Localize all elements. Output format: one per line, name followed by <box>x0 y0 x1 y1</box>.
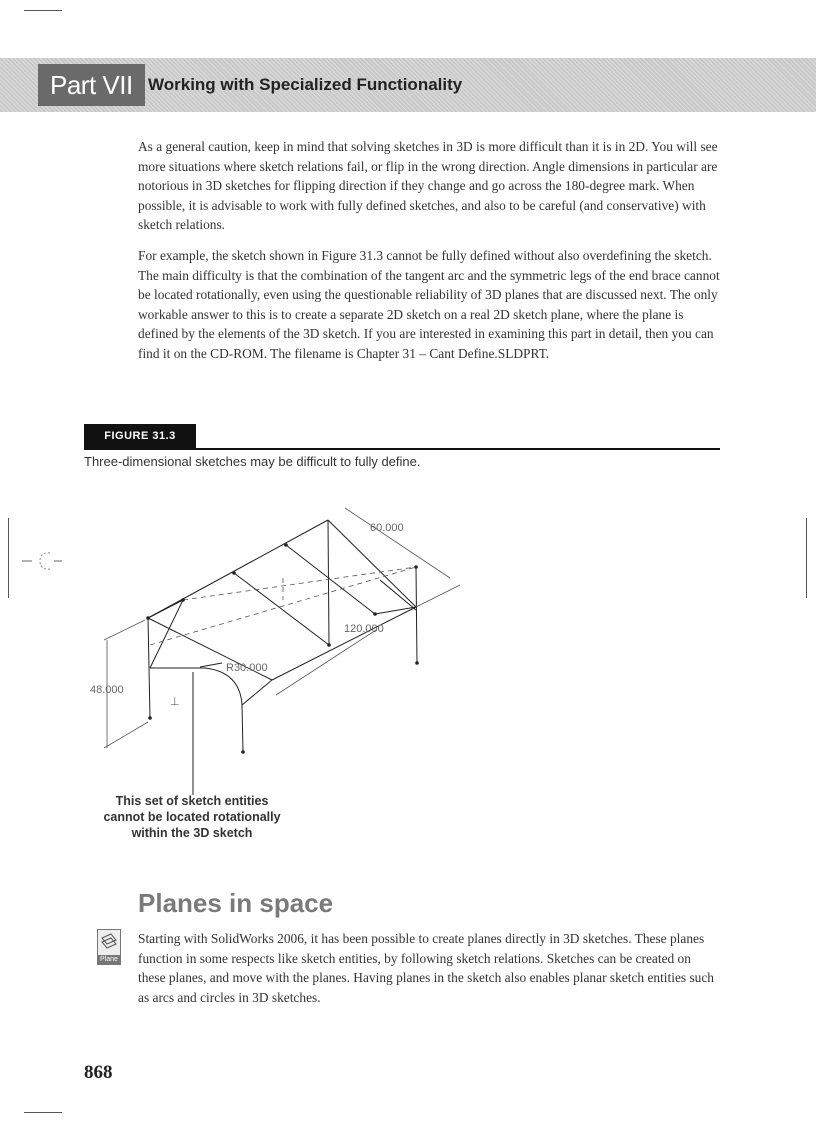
sketch-point <box>327 643 331 647</box>
crop-mark-top-left <box>24 10 62 11</box>
sketch-point <box>241 750 245 754</box>
callout-line-1: This set of sketch entities <box>115 794 269 808</box>
plane-icon-label: Plane <box>98 955 120 964</box>
dim-label-height: 48.000 <box>90 684 124 696</box>
diagonal-brace-4 <box>380 580 416 610</box>
crop-mark-right <box>806 518 807 598</box>
leg-back-right <box>416 567 417 663</box>
section-paragraph-text: Starting with SolidWorks 2006, it has been possible to create planes directly in 3D sketches. These planes function in some respects like sketch entities, by following sketch relations. Sketches can be created on these planes, and move with the planes. Having planes in the sketch also enables planar sketch entities such as arcs and circles in 3D sketches. <box>138 931 715 1005</box>
dim-ext-height-top <box>104 620 145 640</box>
sketch-point <box>148 716 152 720</box>
callout-line-3: within the 3D sketch <box>131 826 253 840</box>
origin-marker: ⊥ <box>170 696 180 708</box>
construction-line-2 <box>183 567 416 600</box>
sketch-point <box>415 661 419 665</box>
part-header-band <box>0 58 816 112</box>
diagonal-brace-1 <box>148 600 183 618</box>
part-label: Part VII <box>38 64 145 106</box>
figure-caption: Three-dimensional sketches may be difficult to fully define. <box>84 454 421 469</box>
figure-label: FIGURE 31.3 <box>84 424 196 448</box>
leg-front-mid <box>242 705 243 752</box>
dim-ext-length <box>416 585 460 607</box>
cross-member-1 <box>234 573 329 645</box>
page-number: 868 <box>84 1062 113 1083</box>
sketch-point <box>414 565 418 569</box>
dim-line-length <box>276 630 376 695</box>
dim-label-radius: R30.000 <box>226 662 268 674</box>
sketch-point <box>232 571 236 575</box>
figure-label-bar <box>84 422 720 450</box>
body-paragraph-2: For example, the sketch shown in Figure 31.3 cannot be fully defined without also overdefining the sketch. The main difficulty is that the combination of the tangent arc and the symmetric legs of the end brace cannot be located rotationally, even using the questionable reliability of 3D planes that are discussed next. The only workable answer to this is to create a separate 2D sketch on a real 2D sketch plane, where the plane is defined by the elements of the 3D sketch. If you are interested in examining this part in detail, then you can find it on the CD-ROM. The filename is Chapter 31 – Cant Define.SLDPRT. <box>138 247 720 361</box>
part-title: Working with Specialized Functionality <box>148 75 463 94</box>
dim-label-length: 120.000 <box>344 623 384 635</box>
figure-callout <box>82 793 302 841</box>
sketch-point <box>146 616 150 620</box>
section-heading: Planes in space <box>138 888 334 918</box>
sketch-point <box>284 543 288 547</box>
leg-front-left <box>148 618 150 718</box>
callout-line-2: cannot be located rotationally <box>103 810 281 824</box>
body-paragraph-1: As a general caution, keep in mind that solving sketches in 3D is more difficult than it is in 2D. You will see more situations where sketch relations fail, or flip in the wrong direction. Angle dimensions in particular are notorious in 3D sketches for flipping direction if they change and go across the 180-degree mark. When possible, it is advisable to work with fully defined sketches, and also to be careful (and conservative) with sketch relations. <box>138 139 718 233</box>
dim-ext-height-bottom <box>104 722 148 748</box>
crop-mark-bottom-left <box>24 1112 62 1113</box>
leg-back-mid <box>328 520 329 645</box>
dim-line-width <box>345 508 450 578</box>
body-text <box>138 137 720 375</box>
frame-edge-left <box>148 520 328 618</box>
diagonal-brace-2 <box>150 600 183 668</box>
end-brace-leg <box>242 680 272 705</box>
section-paragraph <box>138 929 720 1018</box>
plane-icon <box>97 929 121 965</box>
dim-label-width: 60.000 <box>370 522 404 534</box>
arc-leader <box>200 663 222 667</box>
sketch-point <box>181 598 185 602</box>
sketch-point <box>373 612 377 616</box>
figure-3d-sketch <box>0 470 560 800</box>
